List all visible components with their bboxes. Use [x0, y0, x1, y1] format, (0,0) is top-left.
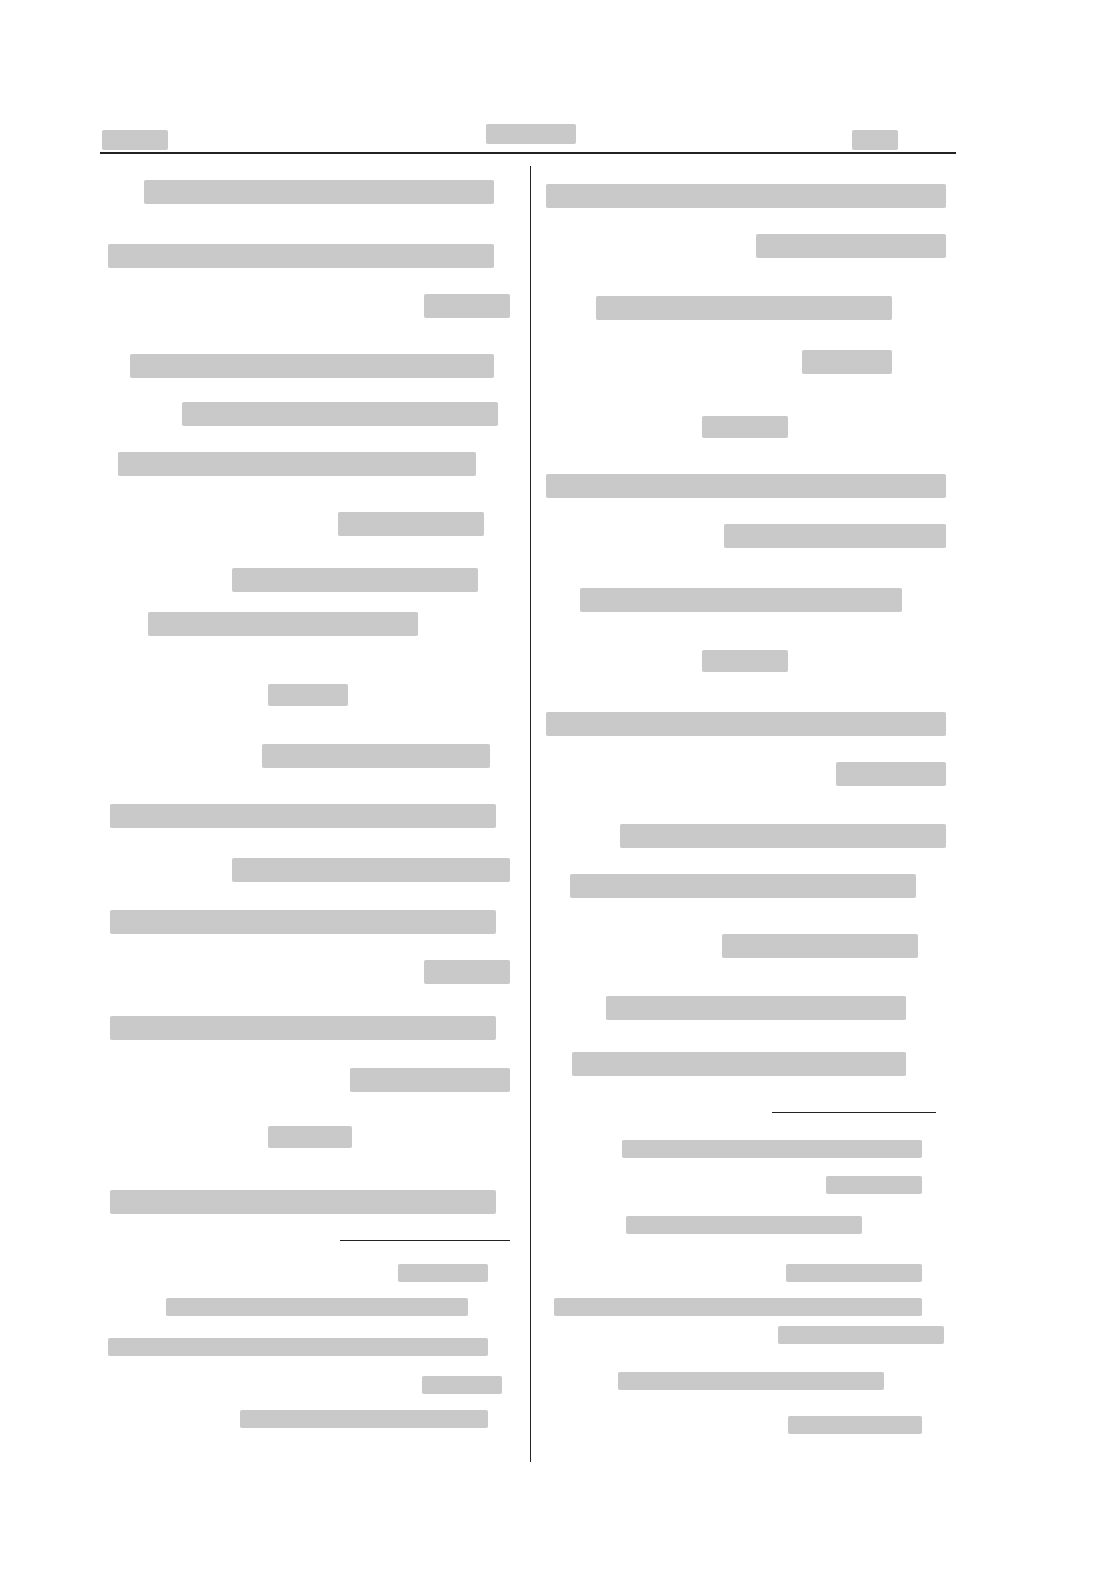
footnote-line [826, 1176, 922, 1194]
text-line [350, 1068, 510, 1092]
footnote-line [166, 1298, 468, 1316]
text-line [110, 1016, 496, 1040]
column-divider [530, 166, 531, 1462]
text-line [606, 996, 906, 1020]
text-line [262, 744, 490, 768]
text-line [572, 1052, 906, 1076]
verse-line [182, 402, 498, 426]
page-number [486, 124, 576, 144]
text-line [596, 296, 892, 320]
text-line [130, 354, 494, 378]
text-line [110, 910, 496, 934]
text-line [722, 934, 918, 958]
text-line [580, 588, 902, 612]
header-keyword-left [102, 130, 168, 150]
footnote-line [554, 1298, 922, 1316]
footnote-line [626, 1216, 862, 1234]
footnote-line [618, 1372, 884, 1390]
footnote-rule [772, 1112, 936, 1113]
text-line [756, 234, 946, 258]
text-line [338, 512, 484, 536]
footnote-rule [340, 1240, 510, 1241]
footnote-line [398, 1264, 488, 1282]
footnote-line [786, 1264, 922, 1282]
entry-heading [268, 684, 348, 706]
text-line [802, 350, 892, 374]
header-rule [100, 152, 956, 154]
text-line [110, 804, 496, 828]
verse-line [620, 824, 946, 848]
text-line [546, 712, 946, 736]
text-line [108, 244, 494, 268]
footnote-line [778, 1326, 944, 1344]
footnote-line [240, 1410, 488, 1428]
footnote-line [422, 1376, 502, 1394]
text-line [424, 294, 510, 318]
entry-heading [702, 650, 788, 672]
text-line [546, 474, 946, 498]
verse-line [232, 568, 478, 592]
footnote-line [622, 1140, 922, 1158]
text-line [424, 960, 510, 984]
footnote-line [788, 1416, 922, 1434]
entry-heading [702, 416, 788, 438]
verse-line [118, 452, 476, 476]
text-line [546, 184, 946, 208]
verse-line [144, 180, 494, 204]
header-keyword-right [852, 130, 898, 150]
entry-heading [268, 1126, 352, 1148]
text-line [724, 524, 946, 548]
text-line [836, 762, 946, 786]
text-line [110, 1190, 496, 1214]
footnote-line [108, 1338, 488, 1356]
verse-line [148, 612, 418, 636]
text-line [232, 858, 510, 882]
verse-line [570, 874, 916, 898]
